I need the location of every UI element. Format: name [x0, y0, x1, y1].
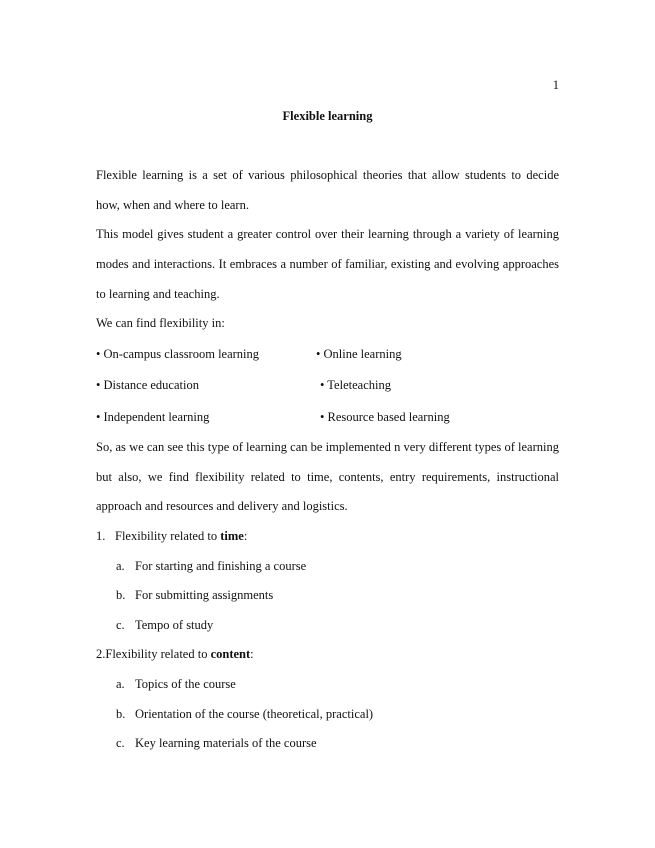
bullet-text: Online learning [323, 347, 402, 361]
paragraph-intro-line-1: Flexible learning is a set of various philosophical theories that allow students to decide [96, 168, 559, 182]
bullet-marker: • [96, 347, 101, 361]
bullet-marker: • [320, 378, 325, 392]
list-item [116, 735, 317, 751]
paragraph-model-line-3: to learning and teaching. [96, 287, 220, 301]
bullet-marker: • [96, 410, 101, 424]
paragraph-find-flexibility: We can find flexibility in: [96, 316, 225, 330]
bullet-item [316, 346, 402, 362]
list-item [116, 706, 373, 722]
paragraph-so-line-2: but also, we find flexibility related to time, contents, entry requirements, instructional [96, 470, 559, 484]
section-prefix: Flexibility related to [115, 529, 221, 543]
page-number: 1 [552, 78, 559, 92]
list-marker: c. [116, 736, 125, 750]
section-prefix: Flexibility related to [105, 647, 211, 661]
section-suffix: : [243, 529, 248, 543]
list-marker: b. [116, 588, 126, 602]
paragraph-so-line-1: So, as we can see this type of learning can be implemented n very different types of learning [96, 440, 559, 454]
list-marker: a. [116, 677, 125, 691]
bullet-item [96, 409, 209, 425]
bullet-item [96, 377, 199, 393]
bullet-text: On-campus classroom learning [103, 347, 260, 361]
paragraph-model-line-1: This model gives student a greater control over their learning through a variety of learning [96, 227, 559, 241]
document-title: Flexible learning [282, 109, 373, 123]
bullet-text: Resource based learning [327, 410, 450, 424]
list-marker: c. [116, 618, 125, 632]
bullet-marker: • [316, 347, 321, 361]
list-item [116, 676, 236, 692]
paragraph-so-line-3: approach and resources and delivery and logistics. [96, 499, 348, 513]
section-number: 1. [96, 529, 106, 543]
list-item [116, 617, 213, 633]
section-keyword: time [220, 529, 244, 543]
list-text: For starting and finishing a course [135, 559, 307, 573]
list-marker: a. [116, 559, 125, 573]
section-heading-content [96, 646, 254, 662]
paragraph-intro-line-2: how, when and where to learn. [96, 198, 249, 212]
section-number: 2. [96, 647, 106, 661]
bullet-marker: • [96, 378, 101, 392]
bullet-item [320, 409, 450, 425]
list-text: Tempo of study [135, 618, 214, 632]
list-text: Topics of the course [135, 677, 236, 691]
bullet-text: Distance education [103, 378, 199, 392]
section-keyword: content [210, 647, 251, 661]
section-heading-time [96, 528, 247, 544]
list-item [116, 587, 273, 603]
list-text: Key learning materials of the course [135, 736, 317, 750]
list-text: For submitting assignments [135, 588, 274, 602]
bullet-item [320, 377, 391, 393]
list-text: Orientation of the course (theoretical, practical) [135, 707, 374, 721]
bullet-item [96, 346, 259, 362]
section-suffix: : [250, 647, 254, 661]
bullet-marker: • [320, 410, 325, 424]
bullet-text: Independent learning [103, 410, 210, 424]
list-marker: b. [116, 707, 126, 721]
paragraph-model-line-2: modes and interactions. It embraces a number of familiar, existing and evolving approaches [96, 257, 559, 271]
list-item [116, 558, 306, 574]
bullet-text: Teleteaching [327, 378, 391, 392]
